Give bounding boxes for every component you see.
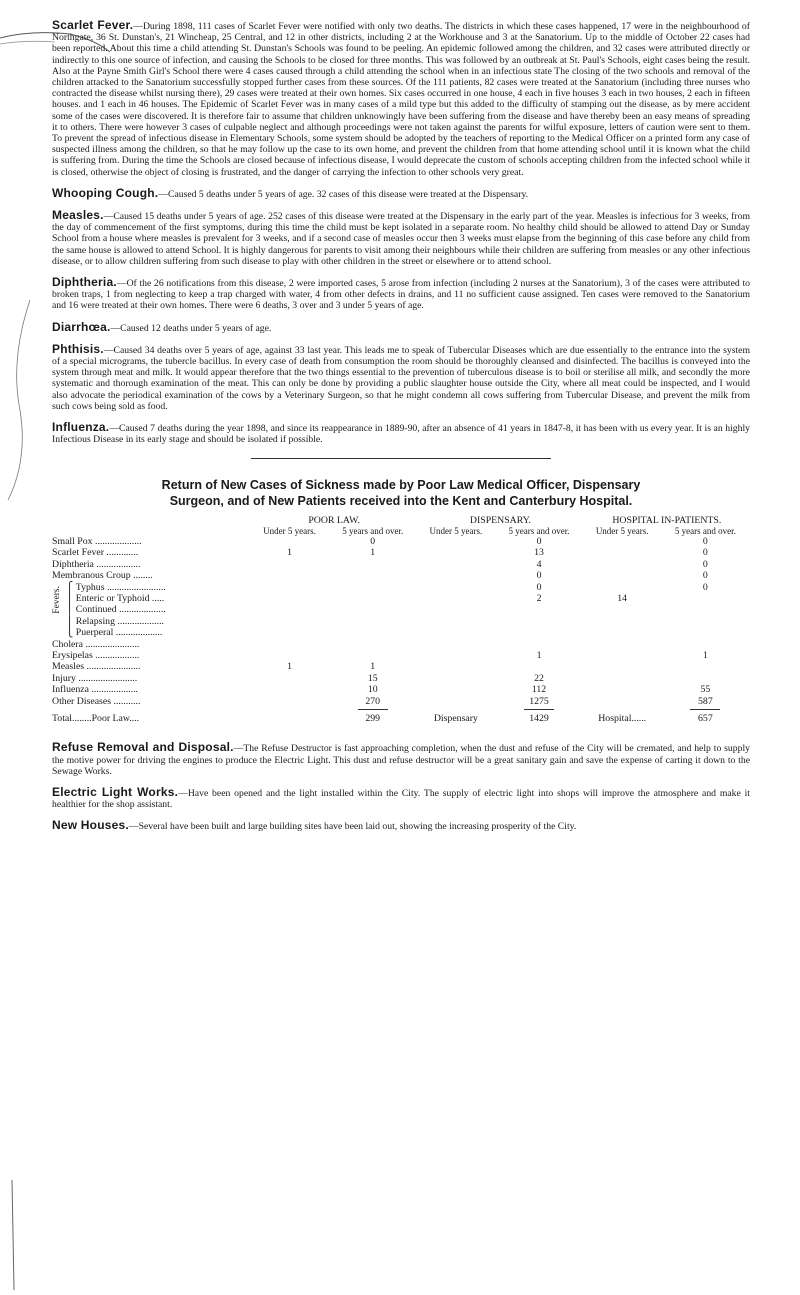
cell-value	[584, 661, 661, 672]
cell-value	[417, 616, 494, 627]
margin-mark-bottom	[0, 1180, 30, 1290]
row-label: Diphtheria	[52, 558, 94, 570]
cell-value	[328, 639, 417, 650]
group-dispensary: DISPENSARY.	[469, 514, 531, 526]
table-title: Return of New Cases of Sickness made by Poor Law Medical Officer, Dispensary Surgeon, and of New Patients received into the Kent and Canterbury Hospital.	[161, 477, 641, 508]
paragraph-refuse-removal: Refuse Removal and Disposal.—The Refuse Destructor is fast approaching completion, when the dust and refuse of the City will be cremated, and help to supply the motive power for driving the engines to produce the Electric Light. This dust and refuse destructor will be a great sanitary gain and save the expense of carting it down to the Sewage Works.	[52, 740, 750, 777]
cell-value	[251, 536, 328, 547]
cell-value	[251, 559, 328, 570]
cell-value	[251, 696, 328, 707]
cell-value	[417, 650, 494, 661]
cell-value	[494, 639, 583, 650]
cell-value: 1	[370, 547, 376, 559]
row-label: Small Pox	[52, 535, 93, 547]
paragraph-new-houses: New Houses.—Several have been built and large building sites have been laid out, showing the increasing prosperity of the City.	[52, 818, 577, 833]
cell-value	[417, 536, 494, 547]
cell-value: 1	[702, 649, 708, 661]
table-row: Scarlet Fever ............. 1 1 13 0	[52, 547, 750, 558]
cell-value	[661, 604, 750, 615]
row-label: Typhus	[75, 581, 105, 593]
cell-value: 1275	[529, 695, 549, 707]
group-poor-law: POOR LAW.	[308, 514, 360, 526]
group-hospital: HOSPITAL IN-PATIENTS.	[612, 514, 722, 526]
fevers-label: Fevers.	[52, 585, 62, 614]
margin-mark-left	[0, 300, 40, 500]
cell-value: 587	[698, 695, 713, 707]
total-hospital-label: Hospital	[598, 713, 632, 724]
subhead: Under 5 years.	[263, 525, 316, 536]
cell-value: 0	[536, 570, 542, 582]
paragraph-scarlet-fever: Scarlet Fever.—During 1898, 111 cases of Scarlet Fever were notified with only two deaths. The districts in which these cases happened, 17 were in the neighbourhood of Northgate, 36 St. Dunstan's, 21 Wincheap, 25 Central, and 12 in other districts, including 2 at the Workhouse and 3 at the Sanatorium. Up to the middle of October 22 cases had been reported. About this time a child attending St. Dunstan's Schools was found to be peeling. An epidemic followed among the children, and 32 cases were attributed directly or indirectly to this one source of infection, and causing the Schools to be closed for three months. This was followed by an outbreak at St. Paul's Schools, eight cases being the result. Also at the Payne Smith Girl's School there were 4 cases caused through a child attending the school when in an infectious state The closing of the two schools and removal of the children attacked to the Sanatorium successfully stopped further cases from these sources. Of the 111 patients, 82 cases were treated at the Sanatorium (including three nurses who contracted the disease whilst nursing there), 29 cases were treated at their own homes. Six cases occurred in one house, 4 each in five houses 3 each in two houses, 2 each in fifteen houses. and 1 each in 46 houses. The Epidemic of Scarlet Fever was in many cases of a mild type but this added to the difficulty of stamping out the disease, as by mere accident some of the cases were discovered. It is therefore fair to assume that children unknowingly have been suffering from the disease and have thereby been an easy means of spreading it to others. There were however 3 cases of culpable neglect and although proceedings were not taken against the parents for wilful exposure, letters of caution were sent to them. To prevent the spread of infectious disease in Elementary Schools, some system should be adopted by the teachers of reporting to the Medical Officer on a printed form any case of suspected illness among the children, so that he may follow up the case to its own home, and prevent the children from that home attending school until it is known what the child is suffering from. During the time the Schools are closed because of infectious disease, I would deprecate the custom of schools accepting children from the infected school while it is closed, otherwise the object of closing is frustrated, and the danger of carrying the infection to other schools very great.	[52, 18, 751, 178]
cell-value	[417, 593, 494, 604]
cell-value	[584, 547, 661, 558]
cell-value	[417, 673, 494, 684]
subhead: 5 years and over.	[674, 525, 736, 536]
cell-value	[584, 604, 661, 615]
cell-value	[417, 559, 494, 570]
cell-value: 2	[536, 592, 542, 604]
total-dispensary-label: Dispensary	[433, 713, 478, 724]
cell-value	[584, 684, 661, 695]
row-label: Enteric or Typhoid	[75, 592, 150, 604]
total-label: Total	[52, 713, 72, 724]
cell-value	[584, 616, 661, 627]
paragraph-diphtheria: Diphtheria.—Of the 26 notifications from this disease, 2 were imported cases, 5 arose from infection (including 2 nurses at the Sanatorium), 3 of the cases were attributed to broken traps, 1 from neglecting to keep a trap charged with water, 4 from other defects in drains, and 11 no sufficient cause assigned. Ten cases were removed to the Sanatorium and 16 were treated at their own homes. There were 6 deaths, 3 over and 3 under 5 years of age.	[52, 275, 750, 312]
paragraph-measles: Measles.—Caused 15 deaths under 5 years of age. 252 cases of this disease were treated at the Dispensary in the early part of the year. Measles is infectious for 3 weeks, from the day of commencement of the first symptoms, during this time the child must be kept isolated in a separate room. No healthy child should be allowed to attend Day or Sunday School from a house where measles is prevalent for 3 weeks, and if a second case of measles occur then 3 weeks must elapse from the beginning of this case before any child from the same house is allowed to attend School. It is highly dangerous for parents to visit among their neighbours while their children are suffering from measles or any other infectious disease, or to allow children suffering from such disease to play with other children in the street or elsewhere or to attend school.	[52, 208, 750, 267]
municipal-works-section	[52, 742, 750, 832]
section-divider	[251, 458, 551, 459]
cell-value	[328, 559, 417, 570]
table-row: Membranous Croup ........ 0 0	[52, 570, 750, 581]
cell-value	[417, 547, 494, 558]
cell-value	[328, 627, 417, 638]
cell-value	[251, 604, 328, 615]
paragraph-diarrhoea: Diarrhœa.—Caused 12 deaths under 5 years of age.	[52, 319, 272, 334]
document-page	[52, 20, 750, 843]
cell-value: 13	[534, 547, 544, 559]
cell-value	[584, 570, 661, 581]
table-group-header	[52, 515, 750, 526]
paragraph-influenza: Influenza.—Caused 7 deaths during the year 1898, and since its reappearance in 1889-90, after an absence of 41 years in 1847-8, it has been with us every year. It is an highly Infectious Disease in its early stage and should be isolated if possible.	[52, 420, 750, 446]
table-row: ⎪ Enteric or Typhoid ..... 2 14	[52, 593, 750, 604]
paragraph-phthisis: Phthisis.—Caused 34 deaths over 5 years of age, against 33 last year. This leads me to speak of Tubercular Diseases which are due essentially to the entrance into the system of a special micrograms, the tubercle bacillus. In every case of death from consumption the room should be thoroughly cleansed and disinfected. The bacillus is conveyed into the system through meat and milk. It would appear therefore that the two things essential to the prevention of tuberculous disease is to boil or sterilise all milk, and secondly the more systematic and thorough examination of the meat. This can only be done by providing a public slaughter house outside the City, where all meat could be inspected, and I would also advocate the periodical examination of the cows by a Veterinary Surgeon, so that he might condemn all cows suffering from Tubercular Disease, and prevent the milk from such cows being sold as food.	[52, 341, 750, 412]
table-row: Measles ...................... 1 1	[52, 661, 750, 672]
table-row: Other Diseases ........... 270 1275 587	[52, 696, 750, 707]
fevers-brace: ⎪	[66, 592, 76, 604]
table-row: Cholera ......................	[52, 639, 750, 650]
cell-value	[251, 650, 328, 661]
cell-value	[494, 604, 583, 615]
cell-value: 55	[700, 684, 711, 696]
cell-value	[661, 616, 750, 627]
cell-value	[417, 661, 494, 672]
cell-value: 0	[370, 535, 376, 547]
row-label: Other Diseases	[52, 695, 112, 707]
total-hospital-value: 657	[698, 713, 713, 724]
row-label: Influenza	[52, 684, 89, 696]
fevers-brace: ⎪	[66, 615, 76, 627]
fevers-brace: ⎧	[66, 581, 76, 593]
cell-value	[328, 593, 417, 604]
cell-value	[328, 650, 417, 661]
cell-value	[661, 593, 750, 604]
cell-value	[251, 639, 328, 650]
table-body	[52, 536, 750, 707]
fevers-brace: ⎩	[66, 627, 76, 639]
row-label: Scarlet Fever	[52, 547, 104, 559]
cell-value: 14	[617, 592, 628, 604]
cell-value: 10	[367, 684, 378, 696]
cell-value: 0	[702, 570, 708, 582]
row-label: Measles	[52, 661, 85, 673]
cell-value	[251, 616, 328, 627]
total-poor-law-value: 299	[365, 713, 381, 724]
total-dispensary-value: 1429	[529, 713, 549, 724]
row-label: Injury	[52, 672, 76, 684]
table-row: Influenza ................... 10 112 55	[52, 684, 750, 695]
return-table-section	[52, 477, 750, 725]
cell-value: 0	[702, 581, 708, 593]
row-label: Cholera	[52, 638, 84, 650]
cell-value	[661, 673, 750, 684]
subhead: Under 5 years.	[595, 525, 649, 536]
row-label: Membranous Croup	[52, 570, 131, 582]
cell-value	[417, 604, 494, 615]
subhead: Under 5 years.	[429, 525, 483, 536]
cell-value: 1	[287, 661, 293, 673]
cell-value	[584, 673, 661, 684]
cell-value: 15	[367, 672, 378, 684]
cell-value	[661, 627, 750, 638]
cell-value	[584, 582, 661, 593]
table-row: ⎩ Puerperal ...................	[52, 627, 750, 638]
cell-value	[584, 650, 661, 661]
cell-value: 0	[536, 535, 542, 547]
cell-value	[661, 639, 750, 650]
cell-value	[328, 570, 417, 581]
cell-value: 4	[536, 558, 542, 570]
row-label: Continued	[75, 604, 117, 616]
cell-value	[417, 570, 494, 581]
cell-value	[328, 582, 417, 593]
cell-value: 0	[536, 581, 542, 593]
cell-value: 1	[287, 547, 293, 559]
cell-value: 22	[534, 672, 544, 684]
cell-value	[661, 661, 750, 672]
cell-value	[251, 593, 328, 604]
cell-value	[251, 570, 328, 581]
table-row: Small Pox ................... 0 0 0	[52, 536, 750, 547]
cell-value: 270	[365, 695, 381, 707]
fevers-brace: ⎪	[66, 604, 76, 616]
table-row: ⎧ Fevers. Typhus ........................ 0 0	[52, 582, 750, 593]
total-poor-law-label: Poor Law	[91, 713, 130, 724]
row-label: Puerperal	[75, 627, 114, 639]
table-sub-header	[52, 526, 750, 536]
cell-value	[494, 627, 583, 638]
cell-value	[417, 696, 494, 707]
cell-value	[251, 627, 328, 638]
subhead: 5 years and over.	[508, 525, 570, 536]
cell-value: 0	[702, 547, 708, 559]
return-table	[52, 515, 750, 725]
cell-value	[494, 661, 583, 672]
cell-value	[584, 559, 661, 570]
cell-value	[251, 684, 328, 695]
table-row: Erysipelas .................. 1 1	[52, 650, 750, 661]
cell-value: 112	[531, 684, 547, 696]
table-row: Diphtheria .................. 4 0	[52, 559, 750, 570]
cell-value	[584, 696, 661, 707]
row-label: Relapsing	[75, 615, 115, 627]
disease-report-section	[52, 20, 750, 446]
cell-value	[417, 639, 494, 650]
cell-value	[584, 627, 661, 638]
cell-value	[417, 582, 494, 593]
cell-value	[417, 684, 494, 695]
cell-value	[251, 673, 328, 684]
cell-value	[417, 627, 494, 638]
cell-value	[494, 616, 583, 627]
cell-value	[328, 616, 417, 627]
cell-value	[584, 639, 661, 650]
subhead: 5 years and over.	[342, 525, 404, 536]
table-row: ⎪ Relapsing ...................	[52, 616, 750, 627]
table-row: Injury ........................ 15 22	[52, 673, 750, 684]
row-label: Erysipelas	[52, 649, 93, 661]
paragraph-whooping-cough: Whooping Cough.—Caused 5 deaths under 5 years of age. 32 cases of this disease were treated at the Dispensary.	[52, 185, 529, 200]
cell-value	[251, 582, 328, 593]
total-row: Total........Poor Law.... 299 Dispensary 1429 Hospital...... 657	[52, 713, 750, 724]
paragraph-electric-light: Electric Light Works.—Have been opened and the light installed within the City. The supply of electric light into shops will improve the atmosphere and make it healthier for the shop assistant.	[52, 785, 750, 811]
cell-value: 1	[536, 649, 542, 661]
cell-value	[584, 536, 661, 547]
cell-value: 0	[702, 535, 708, 547]
cell-value: 0	[702, 558, 708, 570]
cell-value: 1	[370, 661, 376, 673]
cell-value	[328, 604, 417, 615]
table-row: ⎪ Continued ...................	[52, 604, 750, 615]
